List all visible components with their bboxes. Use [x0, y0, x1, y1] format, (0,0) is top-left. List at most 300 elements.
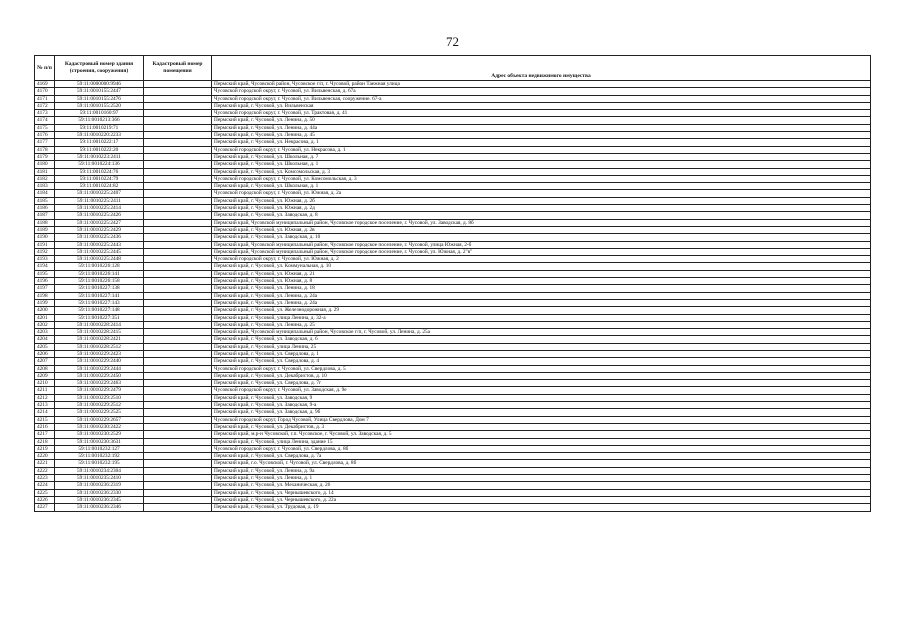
table-row — [35, 285, 871, 292]
table-row — [35, 168, 871, 175]
table-row — [35, 358, 871, 365]
cadastral-number: 59:11:0010229:2463 — [55, 380, 144, 387]
cadastral-number: 59:11:0010224:82 — [55, 183, 144, 190]
room-cadastral-number — [144, 110, 212, 117]
table-row — [35, 132, 871, 139]
address: Пермский край, г. Чусовой, ул. Коммунальная, д. 10 — [212, 263, 871, 270]
room-cadastral-number — [144, 307, 212, 314]
address: Чусовской городской округ, г. Чусовой, ул. Свердлова, д. 8б — [212, 445, 871, 452]
room-cadastral-number — [144, 248, 212, 255]
table-row — [35, 416, 871, 423]
row-number: 4225 — [35, 489, 55, 496]
address: Чусовской городской округ, Город Чусовой, Улица Свердлова, Дом 7 — [212, 416, 871, 423]
table-row — [35, 183, 871, 190]
address: Пермский край, г. Чусовой, ул. Ленина, д. 45 — [212, 132, 871, 139]
address: Пермский край, г. Чусовой, ул. Вильвенская — [212, 102, 871, 109]
table-row — [35, 190, 871, 197]
property-registry-table — [34, 55, 871, 512]
room-cadastral-number — [144, 445, 212, 452]
room-cadastral-number — [144, 183, 212, 190]
address: Чусовской городской округ, г. Чусовой, ул. Некрасова, д. 1 — [212, 146, 871, 153]
table-row — [35, 387, 871, 394]
header-address: Адрес объекта недвижимого имущества — [212, 56, 871, 81]
table-row — [35, 460, 871, 467]
address: Пермский край, г. Чусовой, ул. Чернышевского, д. 22а — [212, 496, 871, 503]
address: Пермский край, г. Чусовой, улица Ленина, здание 15 — [212, 438, 871, 445]
address: Чусовской городской округ, г. Чусовой, ул. Вильвенская, сооружение. 67-а — [212, 95, 871, 102]
row-number: 4201 — [35, 314, 55, 321]
address: Пермский край, Чусовской муниципальный район, Чусовское городское поселение, г. Чусовой, улица Южная, 2-б — [212, 241, 871, 248]
table-row — [35, 197, 871, 204]
table-row — [35, 212, 871, 219]
row-number: 4221 — [35, 460, 55, 467]
table-header — [35, 56, 871, 81]
address: Пермский край, г. Чусовой, ул. Комсомольская, д. 3 — [212, 168, 871, 175]
cadastral-number: 59:11:0010229:2450 — [55, 372, 144, 379]
room-cadastral-number — [144, 321, 212, 328]
cadastral-number: 59:11:0010225:2407 — [55, 190, 144, 197]
address: Пермский край, г. Чусовой, ул. Свердлова, д. 7а — [212, 453, 871, 460]
cadastral-number: 59:11:0010227:143 — [55, 299, 144, 306]
table-row — [35, 453, 871, 460]
row-number: 4226 — [35, 496, 55, 503]
room-cadastral-number — [144, 431, 212, 438]
table-row — [35, 445, 871, 452]
room-cadastral-number — [144, 402, 212, 409]
cadastral-number: 59:11:0010155:2520 — [55, 102, 144, 109]
room-cadastral-number — [144, 314, 212, 321]
room-cadastral-number — [144, 168, 212, 175]
row-number: 4183 — [35, 183, 55, 190]
table-row — [35, 234, 871, 241]
address: Пермский край, Чусовской муниципальный район, Чусовское г/п, г. Чусовой, ул. Ленина, д. 25а — [212, 329, 871, 336]
table-row — [35, 292, 871, 299]
cadastral-number: 59:11:0010224:79 — [55, 175, 144, 182]
address: Пермский край, г. Чусовой, ул. Свердлова, д. 1 — [212, 350, 871, 357]
table-row — [35, 175, 871, 182]
row-number: 4180 — [35, 161, 55, 168]
table-row — [35, 314, 871, 321]
table-row — [35, 475, 871, 482]
cadastral-number: 59:11:0010229:2423 — [55, 350, 144, 357]
row-number: 4212 — [35, 394, 55, 401]
cadastral-number: 59:11:0010236:2346 — [55, 504, 144, 511]
cadastral-number: 59:11:0010225:2429 — [55, 226, 144, 233]
address: Пермский край, г. Чусовой, ул. Заводская, д. 6 — [212, 336, 871, 343]
room-cadastral-number — [144, 263, 212, 270]
cadastral-number: 59:11:0010213:366 — [55, 117, 144, 124]
cadastral-number: 59:11:0010226:128 — [55, 263, 144, 270]
address: Пермский край, г. Чусовой, ул. Ленина, д. 9а — [212, 467, 871, 474]
room-cadastral-number — [144, 409, 212, 416]
room-cadastral-number — [144, 139, 212, 146]
address: Пермский край, г. Чусовой, ул. Железнодорожная, д. 29 — [212, 307, 871, 314]
cadastral-number: 59:11:0010236:2345 — [55, 496, 144, 503]
room-cadastral-number — [144, 387, 212, 394]
room-cadastral-number — [144, 256, 212, 263]
address: Пермский край, г. Чусовой, ул. Школьная, д. 1 — [212, 183, 871, 190]
row-number: 4218 — [35, 438, 55, 445]
cadastral-number: 59:11:0010225:2445 — [55, 248, 144, 255]
table-row — [35, 299, 871, 306]
cadastral-number: 59:11:0010230:2422 — [55, 423, 144, 430]
cadastral-number: 59:11:0010229:2479 — [55, 387, 144, 394]
table-row — [35, 431, 871, 438]
cadastral-number: 59:11:0010236:2319 — [55, 482, 144, 489]
table-row — [35, 336, 871, 343]
room-cadastral-number — [144, 467, 212, 474]
room-cadastral-number — [144, 489, 212, 496]
address: Пермский край, г. Чусовой, ул. Трудовая, д. 19 — [212, 504, 871, 511]
table-row — [35, 139, 871, 146]
room-cadastral-number — [144, 285, 212, 292]
room-cadastral-number — [144, 423, 212, 430]
address: Пермский край, г. Чусовой, ул. Заводская, д. 9б — [212, 409, 871, 416]
row-number: 4196 — [35, 278, 55, 285]
row-number: 4193 — [35, 256, 55, 263]
room-cadastral-number — [144, 153, 212, 160]
row-number: 4199 — [35, 299, 55, 306]
cadastral-number: 59:11:0010236:2330 — [55, 489, 144, 496]
table-row — [35, 248, 871, 255]
room-cadastral-number — [144, 270, 212, 277]
room-cadastral-number — [144, 81, 212, 88]
room-cadastral-number — [144, 234, 212, 241]
table-row — [35, 81, 871, 88]
row-number: 4173 — [35, 110, 55, 117]
cadastral-number: 59:11:0010229:2440 — [55, 358, 144, 365]
address: Пермский край, г. Чусовой, ул. Заводская, 9 — [212, 394, 871, 401]
room-cadastral-number — [144, 329, 212, 336]
room-cadastral-number — [144, 299, 212, 306]
cadastral-number: 59:11:0010223:2411 — [55, 153, 144, 160]
room-cadastral-number — [144, 394, 212, 401]
address: Пермский край, г. Чусовой, ул. Заводская, 9-а — [212, 402, 871, 409]
address: Пермский край, г. Чусовой, ул. Ленина, д. 50 — [212, 117, 871, 124]
cadastral-number: 59:11:0010219:71 — [55, 124, 144, 131]
address: Пермский край, г. Чусовой, ул. Свердлова, д. 7г — [212, 380, 871, 387]
address: Пермский край, г. Чусовой, улица Ленина, д. 32-а — [212, 314, 871, 321]
table-row — [35, 226, 871, 233]
address: Пермский край, г. Чусовой, ул. Южная, д. 2в — [212, 226, 871, 233]
address: Чусовской городской округ, г. Чусовой, ул. Вильвенская, д. 67а — [212, 88, 871, 95]
address: Пермский край, Чусовской район, Чусовское г/п, г. Чусовой, район Таежная улица — [212, 81, 871, 88]
row-number: 4204 — [35, 336, 55, 343]
table-row — [35, 117, 871, 124]
cadastral-number: 59:11:0010229:2512 — [55, 402, 144, 409]
row-number: 4179 — [35, 153, 55, 160]
room-cadastral-number — [144, 219, 212, 226]
row-number: 4215 — [35, 416, 55, 423]
table-row — [35, 256, 871, 263]
address: Пермский край, г. Чусовой, ул. Механическая, д. 26 — [212, 482, 871, 489]
room-cadastral-number — [144, 438, 212, 445]
room-cadastral-number — [144, 278, 212, 285]
room-cadastral-number — [144, 496, 212, 503]
cadastral-number: 59:11:0010229:2525 — [55, 409, 144, 416]
row-number: 4194 — [35, 263, 55, 270]
room-cadastral-number — [144, 124, 212, 131]
table-row — [35, 329, 871, 336]
table-row — [35, 482, 871, 489]
table-row — [35, 102, 871, 109]
address: Чусовской городской округ, г. Чусовой, ул. Свердлова, д. 5 — [212, 365, 871, 372]
room-cadastral-number — [144, 161, 212, 168]
cadastral-number: 59:11:0010225:2448 — [55, 256, 144, 263]
row-number: 4224 — [35, 482, 55, 489]
row-number: 4198 — [35, 292, 55, 299]
table-row — [35, 241, 871, 248]
address: Пермский край, г. Чусовой, ул. Ленина, д. 25 — [212, 321, 871, 328]
cadastral-number: 59:11:0010224:136 — [55, 161, 144, 168]
address: Пермский край, г. Чусовой, ул. Школьная, д. 1 — [212, 161, 871, 168]
cadastral-number: 59:11:0010155:2476 — [55, 95, 144, 102]
address: Пермский край, г. Чусовой, ул. Школьная, д. 7 — [212, 153, 871, 160]
row-number: 4192 — [35, 248, 55, 255]
room-cadastral-number — [144, 241, 212, 248]
row-number: 4177 — [35, 139, 55, 146]
row-number: 4200 — [35, 307, 55, 314]
cadastral-number: 59:11:0010160:97 — [55, 110, 144, 117]
table-row — [35, 219, 871, 226]
cadastral-number: 59:11:0010229:2444 — [55, 365, 144, 372]
table-row — [35, 504, 871, 511]
cadastral-number: 59:11:0010225:2411 — [55, 197, 144, 204]
row-number: 4191 — [35, 241, 55, 248]
table-row — [35, 496, 871, 503]
cadastral-number: 59:11:0010227:148 — [55, 307, 144, 314]
room-cadastral-number — [144, 372, 212, 379]
table-row — [35, 161, 871, 168]
address: Пермский край, г. Чусовой, ул. Ленина, д. 44а — [212, 124, 871, 131]
row-number: 4171 — [35, 95, 55, 102]
table-row — [35, 365, 871, 372]
room-cadastral-number — [144, 146, 212, 153]
row-number: 4223 — [35, 475, 55, 482]
cadastral-number: 59:11:0010229:2510 — [55, 394, 144, 401]
cadastral-number: 59:11:0010224:76 — [55, 168, 144, 175]
cadastral-number: 59:11:0010226:158 — [55, 278, 144, 285]
cadastral-number: 59:11:0010232:192 — [55, 453, 144, 460]
table-body — [35, 81, 871, 512]
header-room: Кадастровый номер помещения — [144, 56, 212, 81]
row-number: 4169 — [35, 81, 55, 88]
table-row — [35, 467, 871, 474]
room-cadastral-number — [144, 190, 212, 197]
cadastral-number: 59:11:0010225:2443 — [55, 241, 144, 248]
cadastral-number: 59:11:0010225:2427 — [55, 219, 144, 226]
table-row — [35, 423, 871, 430]
table-row — [35, 153, 871, 160]
table-row — [35, 278, 871, 285]
room-cadastral-number — [144, 117, 212, 124]
address: Пермский край, г. Чусовой, ул. Декабристов, д. 3 — [212, 423, 871, 430]
address: Пермский край, г. Чусовой, ул. Ленина, д. 24а — [212, 292, 871, 299]
table-row — [35, 88, 871, 95]
row-number: 4217 — [35, 431, 55, 438]
room-cadastral-number — [144, 175, 212, 182]
cadastral-number: 59:11:0010230:2529 — [55, 431, 144, 438]
address: Пермский край, г. Чусовой, улица Ленина, 25 — [212, 343, 871, 350]
row-number: 4206 — [35, 350, 55, 357]
row-number: 4176 — [35, 132, 55, 139]
row-number: 4211 — [35, 387, 55, 394]
row-number: 4186 — [35, 205, 55, 212]
row-number: 4208 — [35, 365, 55, 372]
row-number: 4187 — [35, 212, 55, 219]
cadastral-number: 59:11:0010225:2414 — [55, 205, 144, 212]
room-cadastral-number — [144, 88, 212, 95]
room-cadastral-number — [144, 102, 212, 109]
table-row — [35, 146, 871, 153]
table-row — [35, 307, 871, 314]
row-number: 4175 — [35, 124, 55, 131]
address: Чусовской городской округ, г. Чусовой, ул. Южная, д. 2а — [212, 190, 871, 197]
room-cadastral-number — [144, 343, 212, 350]
cadastral-number: 59:11:0010232:195 — [55, 460, 144, 467]
address: Чусовской городской округ, г. Чусовой, ул. Заводская, д. 9е — [212, 387, 871, 394]
table-row — [35, 124, 871, 131]
table-row — [35, 205, 871, 212]
table-row — [35, 402, 871, 409]
cadastral-number: 59:11:0010227:351 — [55, 314, 144, 321]
room-cadastral-number — [144, 460, 212, 467]
table-row — [35, 343, 871, 350]
room-cadastral-number — [144, 475, 212, 482]
cadastral-number: 59:11:0010234:2304 — [55, 467, 144, 474]
room-cadastral-number — [144, 132, 212, 139]
row-number: 4197 — [35, 285, 55, 292]
row-number: 4220 — [35, 453, 55, 460]
room-cadastral-number — [144, 205, 212, 212]
address: Пермский край, Чусовской муниципальный район, Чусовское городское поселение, г. Чусовой, ул. Заводская, д. 8б — [212, 219, 871, 226]
page-number: 72 — [446, 34, 459, 49]
address: Пермский край, г.о. Чусовской, г. Чусовой, ул. Свердлова, д. 8б — [212, 460, 871, 467]
address: Чусовской городской округ, г. Чусовой, ул. Комсомольская, д. 3 — [212, 175, 871, 182]
room-cadastral-number — [144, 416, 212, 423]
address: Пермский край, г. Чусовой, ул. Южная, д. 21 — [212, 270, 871, 277]
address: Чусовской городской округ, г. Чусовой, ул. Трактовая, д. 41 — [212, 110, 871, 117]
cadastral-number: 59:11:0010230:3631 — [55, 438, 144, 445]
room-cadastral-number — [144, 358, 212, 365]
row-number: 4188 — [35, 219, 55, 226]
table-row — [35, 394, 871, 401]
row-number: 4219 — [35, 445, 55, 452]
row-number: 4190 — [35, 234, 55, 241]
row-number: 4195 — [35, 270, 55, 277]
header-cadastral: Кадастровый номер здания (строения, сооружения) — [55, 56, 144, 81]
room-cadastral-number — [144, 365, 212, 372]
row-number: 4213 — [35, 402, 55, 409]
cadastral-number: 59:11:0010222:20 — [55, 146, 144, 153]
room-cadastral-number — [144, 350, 212, 357]
address: Чусовской городской округ, г. Чусовой, ул. Южная, д. 2 — [212, 256, 871, 263]
room-cadastral-number — [144, 197, 212, 204]
address: Пермский край, г. Чусовой, ул. Заводская, д. 10 — [212, 234, 871, 241]
table-row — [35, 438, 871, 445]
row-number: 4185 — [35, 197, 55, 204]
room-cadastral-number — [144, 226, 212, 233]
row-number: 4227 — [35, 504, 55, 511]
table-row — [35, 263, 871, 270]
row-number: 4174 — [35, 117, 55, 124]
address: Пермский край, г. Чусовой, ул. Декабристов, д. 10 — [212, 372, 871, 379]
cadastral-number: 59:11:0010225:2436 — [55, 234, 144, 241]
row-number: 4222 — [35, 467, 55, 474]
cadastral-number: 59:11:0010235:2410 — [55, 475, 144, 482]
room-cadastral-number — [144, 292, 212, 299]
table-row — [35, 110, 871, 117]
row-number: 4203 — [35, 329, 55, 336]
cadastral-number: 59:11:0010225:2426 — [55, 212, 144, 219]
row-number: 4207 — [35, 358, 55, 365]
cadastral-number: 59:11:0010228:2512 — [55, 343, 144, 350]
row-number: 4202 — [35, 321, 55, 328]
row-number: 4170 — [35, 88, 55, 95]
room-cadastral-number — [144, 380, 212, 387]
row-number: 4210 — [35, 380, 55, 387]
table-row — [35, 95, 871, 102]
address: Пермский край, г. Чусовой, ул. Ленина, д. 1 — [212, 475, 871, 482]
cadastral-number: 59:11:0000000:9946 — [55, 81, 144, 88]
table-row — [35, 321, 871, 328]
address: Пермский край, м.р-н Чусовской, г.п. Чусовское, г. Чусовой, ул. Заводская, д. 5 — [212, 431, 871, 438]
table-row — [35, 489, 871, 496]
row-number: 4189 — [35, 226, 55, 233]
row-number: 4214 — [35, 409, 55, 416]
room-cadastral-number — [144, 212, 212, 219]
address: Пермский край, г. Чусовой, ул. Южная, д. 8 — [212, 278, 871, 285]
cadastral-number: 59:11:0010227:141 — [55, 292, 144, 299]
address: Пермский край, г. Чусовой, ул. Ленина, д. 24а — [212, 299, 871, 306]
table-row — [35, 270, 871, 277]
row-number: 4184 — [35, 190, 55, 197]
room-cadastral-number — [144, 482, 212, 489]
room-cadastral-number — [144, 504, 212, 511]
address: Пермский край, г. Чусовой, ул. Ленина, д. 18 — [212, 285, 871, 292]
table-row — [35, 350, 871, 357]
cadastral-number: 59:11:0010229:2657 — [55, 416, 144, 423]
cadastral-number: 59:11:0010222:17 — [55, 139, 144, 146]
row-number: 4181 — [35, 168, 55, 175]
address: Пермский край, Чусовской муниципальный район, Чусовское городское поселение, г. Чусовой, ул. Южная, д. 2"в" — [212, 248, 871, 255]
room-cadastral-number — [144, 336, 212, 343]
cadastral-number: 59:11:0010220:2233 — [55, 132, 144, 139]
room-cadastral-number — [144, 95, 212, 102]
address: Пермский край, г. Чусовой, ул. Некрасова, д. 1 — [212, 139, 871, 146]
room-cadastral-number — [144, 453, 212, 460]
row-number: 4205 — [35, 343, 55, 350]
cadastral-number: 59:11:0010155:2447 — [55, 88, 144, 95]
cadastral-number: 59:11:0010228:2421 — [55, 336, 144, 343]
address: Пермский край, г. Чусовой, ул. Чернышевского, д. 14 — [212, 489, 871, 496]
row-number: 4182 — [35, 175, 55, 182]
header-num: № п/п — [35, 56, 55, 81]
address: Пермский край, г. Чусовой, ул. Южная, д. 2б — [212, 197, 871, 204]
cadastral-number: 59:11:0010228:2414 — [55, 321, 144, 328]
cadastral-number: 59:11:0010226:141 — [55, 270, 144, 277]
row-number: 4178 — [35, 146, 55, 153]
table-row — [35, 372, 871, 379]
table-row — [35, 409, 871, 416]
row-number: 4209 — [35, 372, 55, 379]
address: Пермский край, г. Чусовой, ул. Заводская, д. 8 — [212, 212, 871, 219]
cadastral-number: 59:11:0010232:127 — [55, 445, 144, 452]
address: Пермский край, г. Чусовой, ул. Южная, д. 2д — [212, 205, 871, 212]
cadastral-number: 59:11:0010228:2415 — [55, 329, 144, 336]
row-number: 4216 — [35, 423, 55, 430]
table-row — [35, 380, 871, 387]
